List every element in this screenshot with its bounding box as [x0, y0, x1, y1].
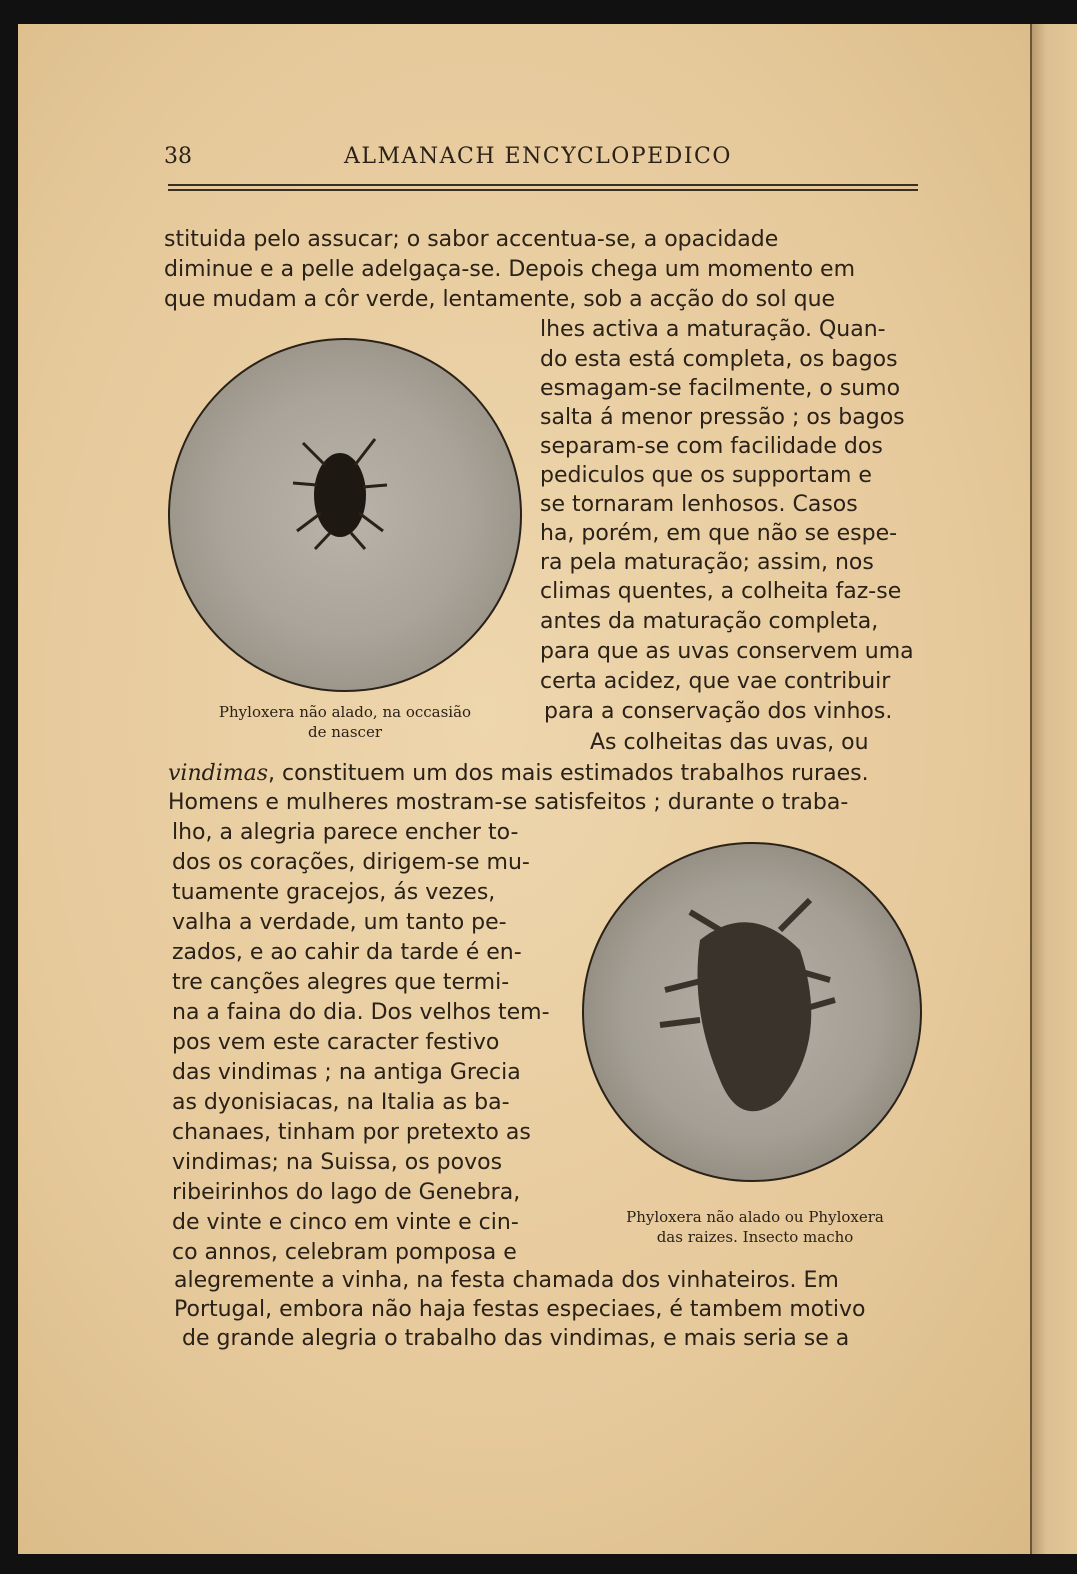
- text-line-29: das vindimas ; na antiga Grecia: [172, 1060, 521, 1085]
- text-line-8: separam-se com facilidade dos: [540, 434, 883, 459]
- text-line-6: esmagam-se facilmente, o sumo: [540, 376, 901, 401]
- figure-2-caption: Phyloxera não alado ou Phyloxera das raizes. Insecto macho: [626, 1208, 884, 1246]
- text-line-22: dos os corações, dirigem-se mu-: [172, 850, 530, 875]
- text-line-30: as dyonisiacas, na Italia as ba-: [172, 1090, 510, 1115]
- text-line-37: Portugal, embora não haja festas especiaes, é tambem motivo: [174, 1297, 866, 1322]
- text-line-15: para que as uvas conservem uma: [540, 639, 914, 664]
- figure-1-caption: Phyloxera não alado, na occasião de nascer: [218, 703, 472, 741]
- header-rule: [168, 184, 918, 186]
- text-line-7: salta á menor pressão ; os bagos: [540, 405, 905, 430]
- text-line-2: diminue e a pelle adelgaça-se. Depois chega um momento em: [164, 257, 856, 282]
- text-line-23: tuamente gracejos, ás vezes,: [172, 880, 496, 905]
- text-line-21: lho, a alegria parece encher to-: [172, 820, 519, 845]
- text-line-10: se tornaram lenhosos. Casos: [540, 492, 858, 517]
- text-line-20: Homens e mulheres mostram-se satisfeitos ; durante o traba-: [168, 790, 849, 815]
- text-line-36: alegremente a vinha, na festa chamada dos vinhateiros. Em: [174, 1268, 839, 1293]
- text-line-9: pediculos que os supportam e: [540, 463, 872, 488]
- text-line-25: zados, e ao cahir da tarde é en-: [172, 940, 522, 965]
- text-line-38: de grande alegria o trabalho das vindimas, e mais seria se a: [182, 1326, 850, 1351]
- italic-vindimas: vindimas: [168, 761, 269, 786]
- running-title: ALMANACH ENCYCLOPEDICO: [344, 144, 732, 169]
- page-number: 38: [164, 144, 192, 169]
- text-line-28: pos vem este caracter festivo: [172, 1030, 500, 1055]
- text-line-1: stituida pelo assucar; o sabor accentua-se, a opacidade: [164, 227, 779, 252]
- next-page-edge: [1030, 24, 1077, 1554]
- text-line-14: antes da maturação completa,: [540, 609, 879, 634]
- text-line-33: ribeirinhos do lago de Genebra,: [172, 1180, 521, 1205]
- page-header: [164, 140, 918, 180]
- text-line-4: lhes activa a maturação. Quan-: [540, 317, 886, 342]
- text-line-31: chanaes, tinham por pretexto as: [172, 1120, 531, 1145]
- text-line-12: ra pela maturação; assim, nos: [540, 550, 874, 575]
- text-line-34: de vinte e cinco em vinte e cin-: [172, 1210, 519, 1235]
- text-line-16: certa acidez, que vae contribuir: [540, 669, 891, 694]
- text-line-26: tre canções alegres que termi-: [172, 970, 510, 995]
- text-line-27: na a faina do dia. Dos velhos tem-: [172, 1000, 550, 1025]
- text-line-3: que mudam a côr verde, lentamente, sob a acção do sol que: [164, 287, 836, 312]
- text-line-35: co annos, celebram pomposa e: [172, 1240, 517, 1265]
- header-rule-double: [168, 189, 918, 191]
- text-line-24: valha a verdade, um tanto pe-: [172, 910, 507, 935]
- text-line-19: vindimas, constituem um dos mais estimados trabalhos ruraes.: [168, 761, 869, 786]
- text-line-32: vindimas; na Suissa, os povos: [172, 1150, 503, 1175]
- text-line-18: As colheitas das uvas, ou: [590, 730, 869, 755]
- text-line-5: do esta está completa, os bagos: [540, 347, 898, 372]
- text-line-17: para a conservação dos vinhos.: [544, 699, 893, 724]
- text-line-13: climas quentes, a colheita faz-se: [540, 579, 902, 604]
- phyloxera-figure-2: [580, 840, 925, 1185]
- phyloxera-figure-1: [165, 335, 525, 695]
- text-line-11: ha, porém, em que não se espe-: [540, 521, 898, 546]
